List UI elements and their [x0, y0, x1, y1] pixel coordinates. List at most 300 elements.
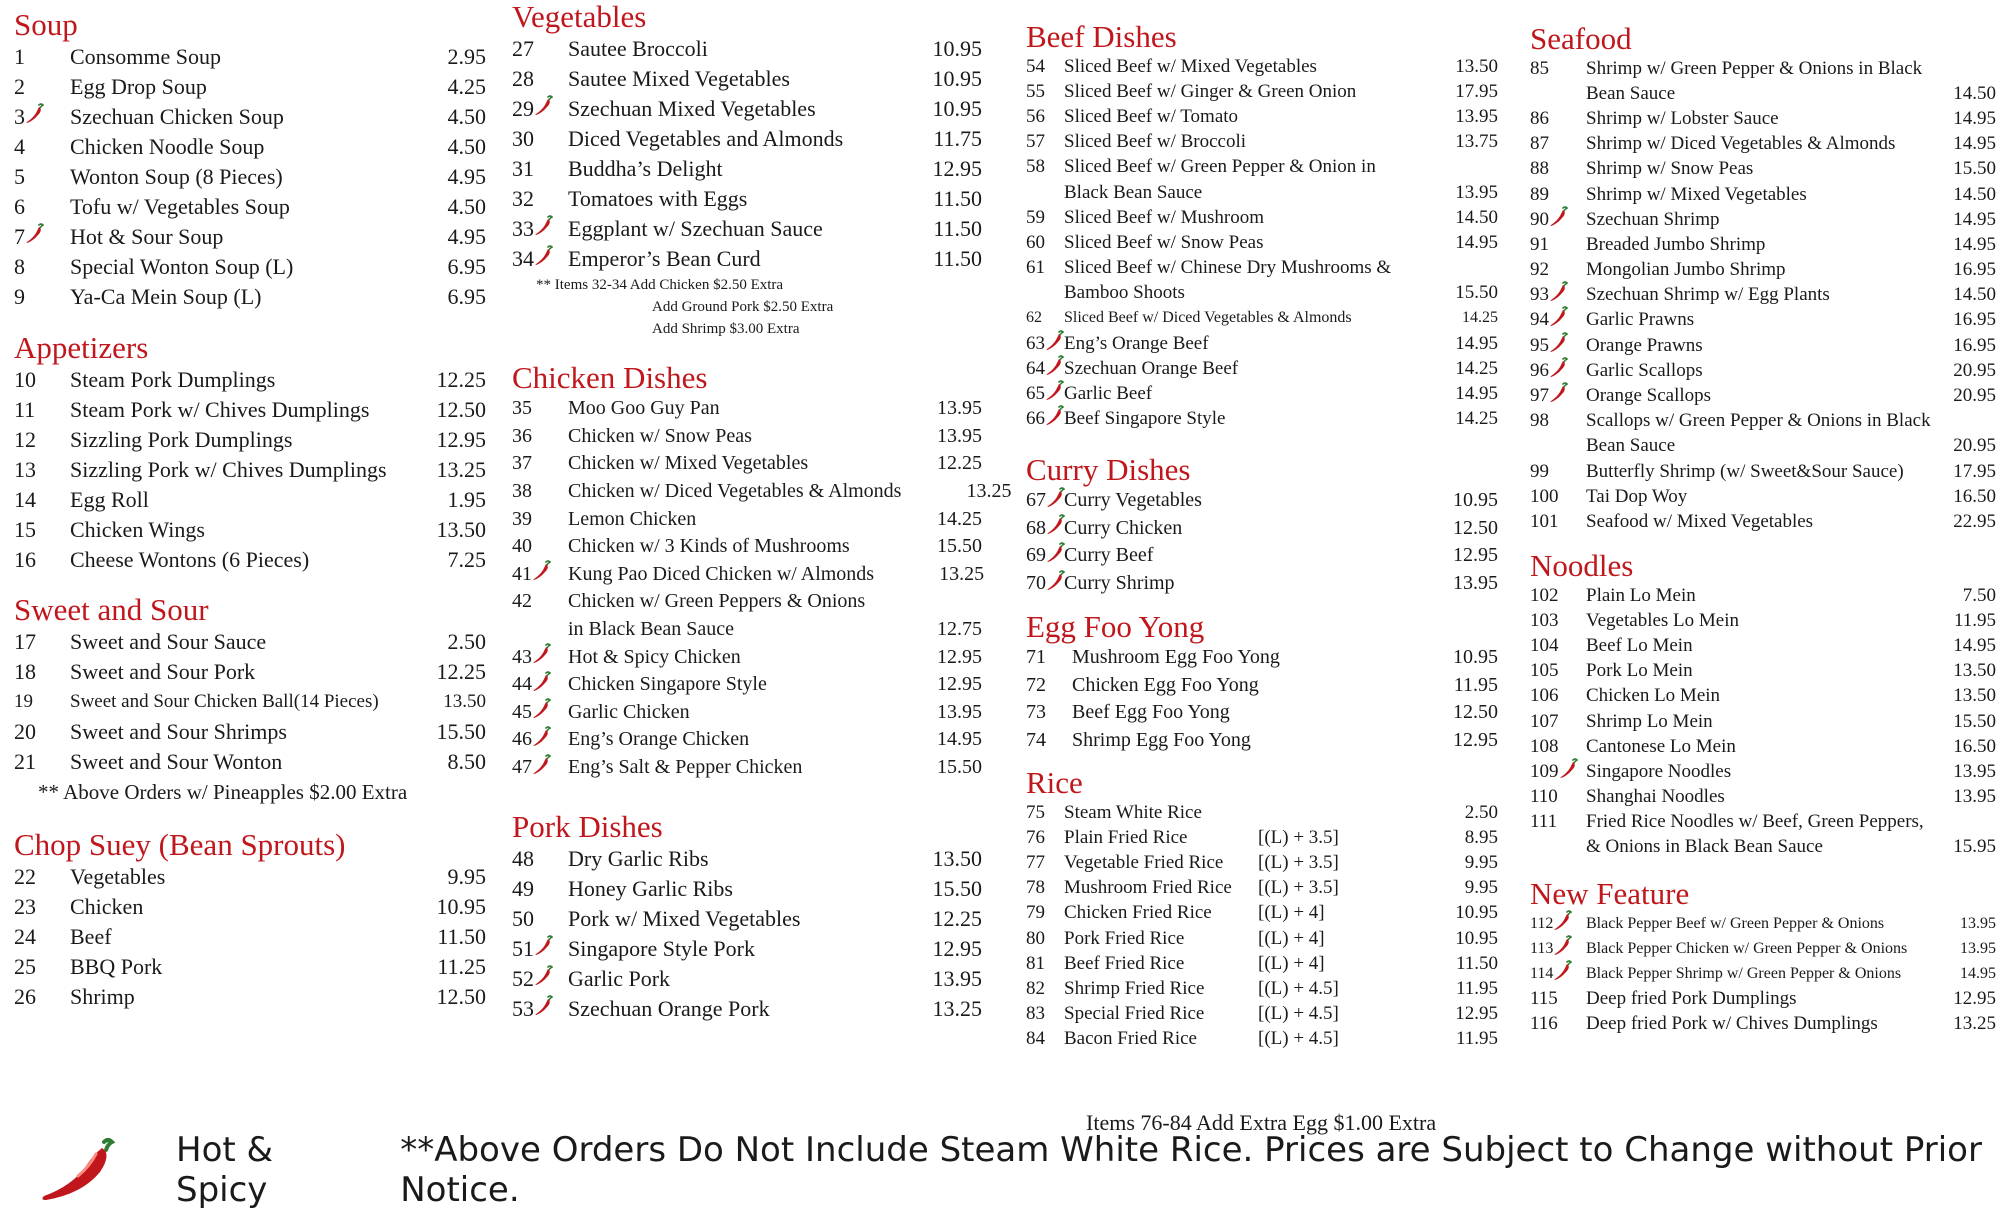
item-name: Tofu w/ Vegetables Soup [70, 194, 290, 219]
section-rice [1026, 766, 1498, 1052]
menu-item [1026, 155, 1498, 180]
item-name: Wonton Soup (8 Pieces) [70, 164, 283, 189]
item-number-text: 90 [1530, 208, 1549, 230]
section-pork [512, 810, 982, 1024]
item-price: 11.50 [1455, 952, 1498, 974]
item-number-text: 53 [512, 996, 534, 1021]
item-price: 14.95 [1455, 332, 1498, 354]
chili-pepper-icon [25, 223, 45, 251]
item-name: Sweet and Sour Sauce [70, 629, 267, 654]
item-name: Plain Lo Mein [1586, 584, 1696, 606]
item-price: 14.95 [1455, 383, 1498, 405]
section-noodles [1530, 549, 1996, 860]
menu-item [1530, 684, 1996, 709]
item-number-text: 8 [14, 254, 25, 279]
section-beef [1026, 20, 1498, 432]
item-number [14, 103, 70, 131]
item-name: Consomme Soup [70, 44, 221, 69]
item-price: 20.95 [1953, 435, 1996, 457]
section-title: Chop Suey (Bean Sprouts) [14, 827, 346, 862]
menu-item [1026, 901, 1498, 926]
chili-pepper-icon [532, 671, 552, 699]
item-name: Fried Rice Noodles w/ Beef, Green Peppers, [1586, 811, 1924, 833]
item-price: 10.95 [1455, 927, 1498, 949]
item-number-text: 44 [512, 673, 532, 696]
menu-item [1530, 810, 1996, 835]
item-price: 12.95 [1453, 544, 1498, 567]
item-number-text: 56 [1026, 105, 1045, 127]
item-name: Curry Beef [1064, 544, 1154, 567]
item-number-text: 104 [1530, 634, 1559, 656]
item-number-text: 32 [512, 186, 534, 211]
menu-item [512, 588, 982, 616]
item-number [512, 906, 568, 932]
item-name: Bacon Fried Rice [1064, 1028, 1197, 1050]
item-name: Sliced Beef w/ Mixed Vegetables [1064, 55, 1317, 77]
item-price: 14.95 [1953, 233, 1996, 255]
item-name: Lemon Chicken [568, 507, 697, 530]
menu-item [512, 726, 982, 754]
chili-pepper-icon [534, 215, 554, 243]
item-number [1026, 978, 1064, 1000]
item-number-text: 102 [1530, 584, 1559, 606]
item-number-text: 24 [14, 924, 36, 949]
chili-pepper-icon [1045, 355, 1065, 383]
item-number [1530, 758, 1586, 786]
item-number-text: 72 [1026, 673, 1046, 696]
item-name: Sliced Beef w/ Broccoli [1064, 131, 1247, 153]
item-price: 15.50 [937, 535, 982, 558]
menu-item [1530, 583, 1996, 608]
item-price: 14.25 [937, 507, 982, 530]
menu-item [14, 717, 486, 747]
section-title: Curry Dishes [1026, 452, 1191, 487]
item-number [512, 36, 568, 62]
item-name: Pork w/ Mixed Vegetables [568, 906, 801, 931]
section-chicken [512, 360, 1012, 781]
chili-pepper-icon [25, 103, 45, 131]
chili-pepper-icon [1553, 910, 1573, 937]
menu-item [1530, 409, 1996, 434]
item-name: Sliced Beef w/ Mushroom [1064, 206, 1265, 228]
menu-item [1026, 407, 1498, 432]
menu-item [512, 478, 1012, 506]
item-number [1530, 635, 1586, 657]
menu-item [1026, 1002, 1498, 1027]
item-name: Orange Prawns [1586, 334, 1703, 356]
chili-pepper-icon [1046, 542, 1066, 570]
item-name: Orange Scallops [1586, 385, 1712, 407]
item-number-text: 29 [512, 96, 534, 121]
item-name: Chicken Wings [70, 517, 205, 542]
item-price: 13.25 [939, 562, 985, 585]
menu-item [1530, 459, 1996, 484]
item-price: 6.95 [447, 284, 486, 309]
item-price: 4.95 [447, 224, 486, 249]
item-price: 20.95 [1953, 385, 1996, 407]
item-number-text: 22 [14, 864, 36, 889]
item-price: 12.95 [1455, 1003, 1498, 1025]
item-number [1026, 106, 1064, 128]
item-name: Moo Goo Guy Pan [568, 397, 720, 420]
item-number-text: 98 [1530, 410, 1549, 432]
chili-pepper-icon [1045, 330, 1065, 358]
item-name: Shanghai Noodles [1586, 786, 1725, 808]
item-name: Beef Fried Rice [1064, 952, 1185, 974]
item-name: Sweet and Sour Chicken Ball(14 Pieces) [70, 691, 379, 712]
item-number [1026, 701, 1072, 724]
item-number [14, 44, 70, 70]
item-price: 16.95 [1953, 309, 1996, 331]
item-name: Curry Chicken [1064, 516, 1183, 539]
item-name: Shrimp w/ Snow Peas [1586, 158, 1754, 180]
item-price: 13.25 [932, 996, 982, 1021]
item-number-text: 41 [512, 562, 532, 585]
item-large-option: [(L) + 4.5] [1258, 1028, 1339, 1050]
item-number [1530, 988, 1586, 1010]
chili-pepper-icon [1549, 206, 1569, 234]
item-number-text: 71 [1026, 646, 1046, 669]
item-number [14, 457, 70, 483]
menu-item [1026, 230, 1498, 255]
menu-item [1530, 106, 1996, 131]
item-number-text: 4 [14, 134, 25, 159]
chili-pepper-icon [534, 935, 554, 963]
item-number [1530, 259, 1586, 281]
menu-item [1530, 987, 1996, 1012]
item-number [1530, 410, 1586, 432]
item-price: 14.50 [1953, 183, 1996, 205]
item-number-text: 43 [512, 645, 532, 668]
item-number [1530, 58, 1586, 80]
section-title: Rice [1026, 765, 1083, 800]
item-price: 14.50 [1455, 206, 1498, 228]
item-name: Sizzling Pork w/ Chives Dumplings [70, 457, 387, 482]
chili-pepper-icon [534, 95, 554, 123]
menu-item [512, 533, 982, 561]
item-price: 12.50 [1453, 701, 1498, 724]
menu-item [14, 455, 486, 485]
menu-item [14, 132, 486, 162]
item-name: Chicken w/ 3 Kinds of Mushrooms [568, 535, 850, 558]
item-number [1530, 935, 1586, 962]
menu-item [512, 964, 982, 994]
section-chop-suey [14, 828, 486, 1012]
item-number-text: 85 [1530, 57, 1549, 79]
item-number-text: 93 [1530, 284, 1549, 306]
item-number [1026, 1028, 1064, 1050]
item-price: 16.95 [1953, 334, 1996, 356]
item-number [512, 508, 568, 531]
item-name: Scallops w/ Green Pepper & Onions in Black [1586, 410, 1931, 432]
rice-extra-egg-note: Items 76-84 Add Extra Egg $1.00 Extra [1086, 1110, 1437, 1135]
item-number-text: 110 [1530, 786, 1558, 808]
item-number-text: 26 [14, 984, 36, 1009]
menu-item [1530, 936, 1996, 961]
menu-item [512, 154, 982, 184]
item-price: 14.25 [1455, 357, 1498, 379]
item-name: Ya-Ca Mein Soup (L) [70, 284, 262, 309]
menu-item [14, 687, 486, 717]
item-large-option: [(L) + 4] [1258, 927, 1325, 949]
item-number [14, 223, 70, 251]
item-number-text: 100 [1530, 485, 1559, 507]
item-number [512, 66, 568, 92]
item-price: 13.95 [937, 424, 982, 447]
menu-item [1026, 976, 1498, 1001]
item-name: Egg Roll [70, 487, 149, 512]
item-name: Chicken w/ Mixed Vegetables [568, 452, 809, 475]
item-price: 15.50 [1953, 710, 1996, 732]
item-name: Tai Dop Woy [1586, 485, 1688, 507]
item-price: 14.95 [1455, 231, 1498, 253]
item-number-text: 65 [1026, 383, 1045, 405]
item-number [1026, 330, 1064, 358]
item-name: Honey Garlic Ribs [568, 876, 733, 901]
item-name: Sliced Beef w/ Green Pepper & Onion in [1064, 156, 1376, 178]
menu-item [1026, 542, 1498, 570]
item-price: 4.50 [447, 134, 486, 159]
item-number [512, 215, 568, 243]
item-number [1026, 674, 1072, 697]
item-price: 13.95 [937, 397, 982, 420]
item-number [1530, 811, 1586, 833]
chili-pepper-icon [1553, 960, 1573, 987]
item-name: Shrimp w/ Mixed Vegetables [1586, 183, 1807, 205]
item-number [14, 719, 70, 745]
item-name: Dry Garlic Ribs [568, 846, 709, 871]
menu-item [512, 671, 982, 699]
item-price: 8.50 [447, 749, 486, 774]
item-number [14, 691, 70, 713]
item-number [512, 186, 568, 212]
item-number [512, 245, 568, 273]
item-number-text: 57 [1026, 131, 1045, 153]
item-number-text: 96 [1530, 359, 1549, 381]
item-price: 9.95 [447, 864, 486, 889]
item-number-text: 3 [14, 104, 25, 129]
item-number-text: 2 [14, 74, 25, 99]
item-price: 14.50 [1953, 284, 1996, 306]
section-title: Appetizers [14, 330, 149, 365]
menu-item [1026, 644, 1498, 672]
item-number-text: 38 [512, 480, 532, 503]
item-number [1530, 158, 1586, 180]
item-number-text: 13 [14, 457, 36, 482]
item-number [512, 846, 568, 872]
item-price: 13.50 [1953, 660, 1996, 682]
item-price: 9.95 [1464, 877, 1498, 899]
section-title: Sweet and Sour [14, 592, 209, 627]
item-number [1530, 610, 1586, 632]
item-price: 12.75 [937, 618, 982, 641]
item-name: Butterfly Shrimp (w/ Sweet&Sour Sauce) [1586, 460, 1904, 482]
item-number-text: 99 [1530, 460, 1549, 482]
item-number-text: 30 [512, 126, 534, 151]
item-number [1026, 257, 1064, 279]
item-number-text: 66 [1026, 408, 1045, 430]
footer-bar [38, 1130, 2000, 1210]
chili-pepper-icon [532, 560, 552, 588]
item-price: 12.95 [1453, 729, 1498, 752]
section-note: Add Shrimp $3.00 Extra [652, 321, 800, 337]
item-price: 16.50 [1953, 735, 1996, 757]
item-large-option: [(L) + 4.5] [1258, 1003, 1339, 1025]
menu-item [14, 72, 486, 102]
item-name: Eng’s Salt & Pepper Chicken [568, 756, 803, 779]
item-number [14, 894, 70, 920]
item-name: Sweet and Sour Wonton [70, 749, 283, 774]
item-name-continued: & Onions in Black Bean Sauce [1586, 836, 1823, 858]
item-price: 12.50 [436, 984, 486, 1009]
item-price: 14.95 [1960, 964, 1996, 982]
item-name: Special Fried Rice [1064, 1003, 1205, 1025]
item-number-text: 1 [14, 44, 25, 69]
item-price: 13.50 [1455, 55, 1498, 77]
chili-pepper-icon [1549, 357, 1569, 385]
item-number [1530, 660, 1586, 682]
item-name: Chicken Singapore Style [568, 673, 767, 696]
menu-item [1530, 961, 1996, 986]
item-name: Garlic Prawns [1586, 309, 1695, 331]
item-name: Sizzling Pork Dumplings [70, 427, 293, 452]
item-number [1530, 108, 1586, 130]
item-number [14, 397, 70, 423]
chili-pepper-icon [1045, 380, 1065, 408]
menu-item [1026, 672, 1498, 700]
item-number [1530, 281, 1586, 309]
item-large-option: [(L) + 4.5] [1258, 977, 1339, 999]
menu-item [1026, 570, 1498, 598]
item-number [1026, 570, 1064, 598]
item-number [512, 671, 568, 699]
item-number-text: 97 [1530, 385, 1549, 407]
item-number [1026, 877, 1064, 899]
item-number [1530, 184, 1586, 206]
item-number [1530, 486, 1586, 508]
item-number-text: 83 [1026, 1003, 1045, 1025]
item-number [1530, 960, 1586, 987]
item-name: Seafood w/ Mixed Vegetables [1586, 510, 1814, 532]
item-number [1026, 542, 1064, 570]
item-price: 10.95 [932, 96, 982, 121]
menu-item [1530, 659, 1996, 684]
item-number [512, 95, 568, 123]
item-name-continued: Black Bean Sauce [1064, 181, 1203, 203]
item-name: Mushroom Fried Rice [1064, 877, 1232, 899]
item-name: Chicken [70, 894, 144, 919]
item-price: 15.95 [1953, 836, 1996, 858]
item-number-text: 77 [1026, 851, 1045, 873]
item-number-text: 74 [1026, 729, 1046, 752]
menu-item [512, 643, 982, 671]
item-price: 2.50 [1464, 801, 1498, 823]
item-number-text: 17 [14, 629, 36, 654]
menu-item [1530, 157, 1996, 182]
chili-pepper-icon [1046, 570, 1066, 598]
chili-pepper-icon [534, 245, 554, 273]
item-number [14, 864, 70, 890]
item-price: 13.50 [436, 517, 486, 542]
item-name: Chicken Noodle Soup [70, 134, 265, 159]
item-number-text: 95 [1530, 334, 1549, 356]
menu-item [1530, 358, 1996, 383]
item-number [14, 924, 70, 950]
item-price: 15.50 [436, 719, 486, 744]
item-number [512, 643, 568, 671]
item-number-text: 109 [1530, 760, 1559, 782]
item-number [1530, 382, 1586, 410]
item-number-text: 51 [512, 936, 534, 961]
item-name: Singapore Noodles [1586, 760, 1732, 782]
item-name: Curry Shrimp [1064, 572, 1175, 595]
item-number-text: 111 [1530, 811, 1558, 833]
item-number [512, 425, 568, 448]
item-number [1026, 380, 1064, 408]
item-number [1530, 133, 1586, 155]
item-name: Szechuan Shrimp w/ Egg Plants [1586, 284, 1830, 306]
menu-item [1026, 306, 1498, 331]
chili-pepper-icon [1549, 281, 1569, 309]
menu-item [1530, 232, 1996, 257]
item-number [1026, 827, 1064, 849]
item-number-text: 52 [512, 966, 534, 991]
item-number-text: 50 [512, 906, 534, 931]
item-name: Buddha’s Delight [568, 156, 723, 181]
menu-item [14, 192, 486, 222]
item-number-text: 6 [14, 194, 25, 219]
item-number [512, 935, 568, 963]
menu-item [14, 252, 486, 282]
menu-item [1026, 515, 1498, 543]
item-name: Sautee Broccoli [568, 36, 708, 61]
menu-item [14, 515, 486, 545]
item-number [1026, 902, 1064, 924]
item-price: 12.25 [436, 367, 486, 392]
item-number-text: 16 [14, 547, 36, 572]
item-price: 12.95 [1953, 988, 1996, 1010]
chili-pepper-icon [38, 1136, 118, 1204]
item-number [1026, 81, 1064, 103]
item-number [1530, 332, 1586, 360]
item-number [1530, 711, 1586, 733]
item-number [512, 452, 568, 475]
menu-item [512, 994, 982, 1024]
item-number-text: 35 [512, 397, 532, 420]
menu-item [14, 102, 486, 132]
item-number-text: 37 [512, 452, 532, 475]
item-number [1530, 685, 1586, 707]
menu-item [1026, 876, 1498, 901]
menu-item [1026, 825, 1498, 850]
item-price: 10.95 [1453, 489, 1498, 512]
item-number-text: 89 [1530, 183, 1549, 205]
item-name-continued: Bamboo Shoots [1064, 282, 1185, 304]
item-number [14, 194, 70, 220]
item-price: 12.95 [436, 427, 486, 452]
item-number-text: 18 [14, 659, 36, 684]
item-name: Mushroom Egg Foo Yong [1072, 646, 1280, 669]
item-name-continued: Bean Sauce [1586, 435, 1676, 457]
item-price: 15.50 [1953, 158, 1996, 180]
item-number [14, 984, 70, 1010]
item-name: Beef [70, 924, 112, 949]
chili-pepper-icon [1559, 758, 1579, 786]
menu-item [1530, 759, 1996, 784]
item-name: Szechuan Orange Beef [1064, 357, 1239, 379]
menu-item [14, 222, 486, 252]
item-price: 10.95 [932, 36, 982, 61]
